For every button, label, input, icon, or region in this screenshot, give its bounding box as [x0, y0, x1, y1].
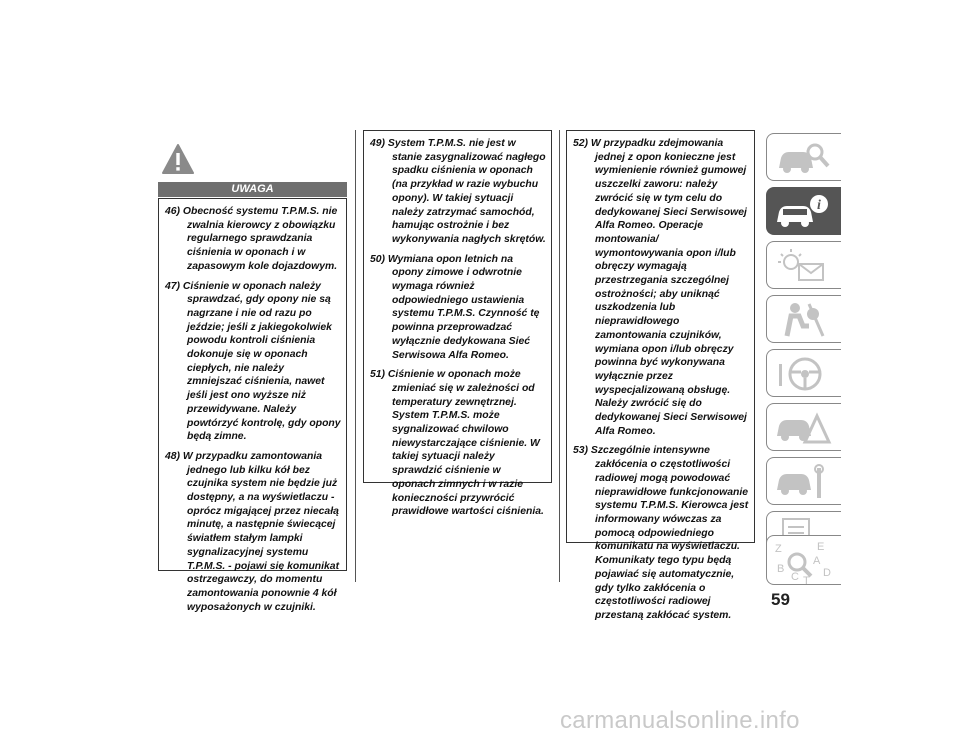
warning-triangle-icon — [162, 143, 194, 175]
car-triangle-icon — [773, 408, 833, 448]
tab-servicing[interactable] — [766, 457, 841, 505]
svg-text:B: B — [777, 563, 785, 575]
tab-safety[interactable] — [766, 295, 841, 343]
page-number: 59 — [771, 590, 790, 609]
svg-text:C: C — [791, 571, 799, 583]
warning-notes-box-3 — [566, 130, 755, 621]
watermark: carmanualsonline.info — [560, 707, 800, 734]
airbag-person-icon — [773, 300, 833, 340]
column-divider-left — [355, 130, 356, 582]
note-52: 52) W przypadku zdejmowania jednej z opon konieczne jest wymienienie również gumowej uszczelki zaworu: należy zwrócić się w tym celu do dedykowanej Sieci Serwisowej Alfa Romeo. Operacje montowania/ wymontowywania opon i/lub obręczy wymagają przestrzegania szczególnej ostrożności; aby uniknąć uszkodzenia lub nieprawidłowego zamontowania czujników, wymiana opon i/lub obręczy powinna być wykonywana wyłącznie przez wyspecjalizowaną obsługę. Należy zwrócić się do dedykowanej Sieci Serwisowej Alfa Romeo. — [573, 138, 747, 437]
svg-text:D: D — [823, 567, 831, 579]
warning-notes-box-2 — [363, 130, 552, 518]
column-divider-right — [559, 130, 560, 582]
note-46: 46) Obecność systemu T.P.M.S. nie zwalnia kierowcy z obowiązku regularnego sprawdzania ciśnienia w oponach i w zapasowym kole dojazdowym. — [165, 206, 338, 272]
note-47: 47) Ciśnienie w oponach należy sprawdzać, gdy opony nie są nagrzane i nie od razu po jeździe; jeśli z jakiegokolwiek powodu kontroli ciśnienia dokonuje się w oponach ciepłych, nie należy zmniejszać ciśnienia, nawet jeśli jest ono wyższe niż przewidywane. Należy powtórzyć kontrolę, gdy opony będą zimne. — [165, 280, 341, 443]
tab-emergency[interactable] — [766, 403, 841, 451]
svg-text:E: E — [817, 541, 825, 553]
svg-text:A: A — [813, 555, 821, 567]
alphabet-index-icon — [773, 540, 835, 584]
warning-header: UWAGA — [158, 182, 347, 197]
svg-text:i: i — [817, 198, 821, 213]
svg-text:T: T — [803, 575, 810, 584]
car-magnifier-icon — [773, 138, 833, 178]
tab-car-knowledge[interactable] — [766, 133, 841, 181]
svg-text:Z: Z — [775, 543, 782, 555]
warning-light-envelope-icon — [773, 246, 833, 286]
tab-starting-driving[interactable] — [766, 349, 841, 397]
note-50: 50) Wymiana opon letnich na opony zimowe i odwrotnie wymaga również odpowiedniego ustawienia systemu T.P.M.S. Czynność tę powinna przeprowadzać wyłącznie dedykowana Sieć Serwisowa Alfa Romeo. — [370, 253, 540, 361]
tab-index[interactable] — [766, 535, 841, 585]
note-51: 51) Ciśnienie w oponach może zmieniać się w zależności od temperatury zewnętrznej. System T.P.M.S. może sygnalizować chwilowo niewystarczające ciśnienie. W takiej sytuacji należy sprawdzić ciśnienie w oponach zimnych i w razie konieczności przywrócić prawidłowe wartości ciśnienia. — [370, 369, 544, 518]
steering-wheel-icon — [773, 354, 833, 394]
note-49: 49) System T.P.M.S. nie jest w stanie zasygnalizować nagłego spadku ciśnienia w oponach (na przykład w razie wybuchu opony). W takiej sytuacji należy zatrzymać samochód, hamując ostrożnie i bez wykonywania nagłych skrętów. — [370, 138, 546, 245]
note-48: 48) W przypadku zamontowania jednego lub kilku kół bez czujnika system nie będzie już dostępny, a na wyświetlaczu - oprócz migającej przez niecałą minutę, a następnie świecącej światłem stałym lampki sygnalizacyjnej systemu T.P.M.S. - pojawi się komunikat ostrzegawczy, do momentu zamontowania ponownie 4 kół wyposażonych w czujniki. — [165, 450, 340, 613]
warning-notes-box-1 — [158, 198, 347, 613]
tab-warning-lights[interactable] — [766, 241, 841, 289]
note-53: 53) Szczególnie intensywne zakłócenia o częstotliwości radiowej mogą powodować nieprawidłowe funkcjonowanie systemu T.P.M.S. Kierowca jest informowany wówczas za pomocą odpowiedniego komunikatu na wyświetlaczu. Komunikaty tego typu będą pojawiać się automatycznie, gdy tylko zakłócenia o częstotliwości radiowej przestaną zakłócać system. — [573, 445, 749, 621]
car-info-icon — [773, 192, 833, 232]
tab-car-info[interactable] — [766, 187, 841, 235]
car-wrench-icon — [773, 462, 833, 502]
